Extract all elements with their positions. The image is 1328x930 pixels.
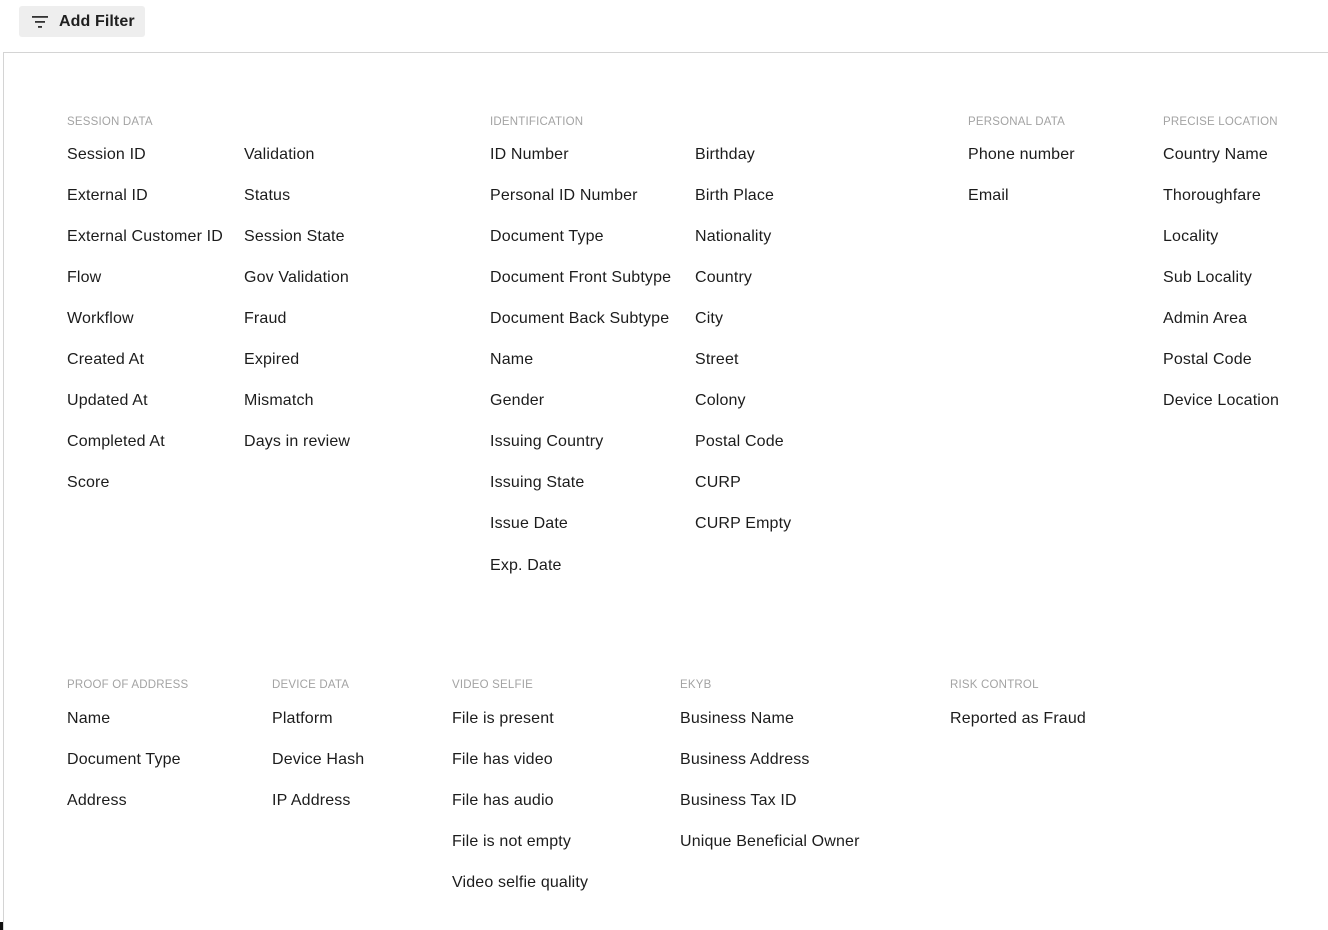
- add-filter-button[interactable]: [19, 6, 145, 37]
- filter-toolbar: [0, 0, 1328, 52]
- group-title: PERSONAL DATA: [968, 116, 1065, 128]
- filter-option[interactable]: CURP Empty: [695, 515, 792, 532]
- filter-option[interactable]: Workflow: [67, 310, 134, 327]
- filter-option[interactable]: Birth Place: [695, 187, 775, 204]
- filter-option[interactable]: Video selfie quality: [452, 874, 589, 891]
- filter-option[interactable]: Exp. Date: [490, 557, 562, 574]
- filter-lines-icon: [32, 15, 48, 29]
- group-title: EKYB: [680, 679, 712, 691]
- filter-option[interactable]: Sub Locality: [1163, 269, 1252, 286]
- filter-option[interactable]: Admin Area: [1163, 310, 1248, 327]
- group-title: VIDEO SELFIE: [452, 679, 534, 691]
- filter-option[interactable]: Created At: [67, 351, 145, 368]
- filter-option[interactable]: Business Name: [680, 710, 794, 727]
- filter-option[interactable]: Document Front Subtype: [490, 269, 672, 286]
- filter-option[interactable]: Email: [968, 187, 1009, 204]
- filter-option[interactable]: Name: [490, 351, 534, 368]
- filter-option[interactable]: Days in review: [244, 433, 351, 450]
- filter-option[interactable]: ID Number: [490, 146, 569, 163]
- filter-option[interactable]: Postal Code: [695, 433, 784, 450]
- group-title: DEVICE DATA: [272, 679, 350, 691]
- filter-option[interactable]: Gender: [490, 392, 545, 409]
- filter-option[interactable]: Name: [67, 710, 111, 727]
- filter-option[interactable]: File is present: [452, 710, 554, 727]
- filter-option[interactable]: Business Tax ID: [680, 792, 797, 809]
- filter-option[interactable]: Document Type: [67, 751, 181, 768]
- filter-option[interactable]: Document Back Subtype: [490, 310, 670, 327]
- filter-option[interactable]: Device Location: [1163, 392, 1280, 409]
- filter-option[interactable]: City: [695, 310, 724, 327]
- filter-option[interactable]: File has audio: [452, 792, 554, 809]
- group-title: SESSION DATA: [67, 116, 153, 128]
- filter-option[interactable]: Country: [695, 269, 753, 286]
- filter-option[interactable]: Nationality: [695, 228, 772, 245]
- filter-option[interactable]: Completed At: [67, 433, 165, 450]
- group-column: [67, 143, 223, 512]
- filter-option[interactable]: External Customer ID: [67, 228, 223, 245]
- filter-option[interactable]: Validation: [244, 146, 315, 163]
- filter-option[interactable]: Colony: [695, 392, 746, 409]
- filter-options-panel: [3, 52, 1328, 930]
- filter-option[interactable]: Reported as Fraud: [950, 710, 1086, 727]
- filter-option[interactable]: Country Name: [1163, 146, 1268, 163]
- filter-option[interactable]: Updated At: [67, 392, 148, 409]
- group-column: [272, 707, 364, 830]
- filter-option[interactable]: Status: [244, 187, 291, 204]
- group-column: [680, 707, 860, 871]
- group-title: PROOF OF ADDRESS: [67, 679, 189, 691]
- filter-option[interactable]: Device Hash: [272, 751, 365, 768]
- filter-option[interactable]: Session ID: [67, 146, 146, 163]
- filter-option[interactable]: Mismatch: [244, 392, 314, 409]
- filter-option[interactable]: Phone number: [968, 146, 1075, 163]
- filter-option[interactable]: Fraud: [244, 310, 287, 327]
- group-column: [968, 143, 1075, 225]
- filter-option[interactable]: Expired: [244, 351, 300, 368]
- filter-option[interactable]: Thoroughfare: [1163, 187, 1261, 204]
- filter-option[interactable]: Business Address: [680, 751, 810, 768]
- filter-option[interactable]: Platform: [272, 710, 333, 727]
- group-column: [67, 707, 181, 830]
- group-column: [490, 143, 671, 595]
- filter-option[interactable]: Session State: [244, 228, 345, 245]
- filter-option[interactable]: Issuing State: [490, 474, 585, 491]
- group-column: [695, 143, 791, 553]
- filter-option[interactable]: Locality: [1163, 228, 1219, 245]
- group-title: IDENTIFICATION: [490, 116, 584, 128]
- filter-option[interactable]: Document Type: [490, 228, 604, 245]
- group-column: [452, 707, 588, 912]
- filter-option[interactable]: Postal Code: [1163, 351, 1252, 368]
- group-title: PRECISE LOCATION: [1163, 116, 1278, 128]
- filter-option[interactable]: CURP: [695, 474, 741, 491]
- filter-option[interactable]: Birthday: [695, 146, 755, 163]
- window-edge-marker: [0, 922, 3, 930]
- filter-option[interactable]: Street: [695, 351, 739, 368]
- filter-option[interactable]: Gov Validation: [244, 269, 349, 286]
- group-column: [244, 143, 350, 471]
- filter-option[interactable]: Issuing Country: [490, 433, 604, 450]
- filter-option[interactable]: IP Address: [272, 792, 351, 809]
- filter-option[interactable]: Address: [67, 792, 127, 809]
- filter-option[interactable]: Score: [67, 474, 110, 491]
- filter-option[interactable]: Unique Beneficial Owner: [680, 833, 860, 850]
- group-column: [1163, 143, 1279, 430]
- group-title: RISK CONTROL: [950, 679, 1039, 691]
- add-filter-label: Add Filter: [59, 12, 135, 30]
- filter-option[interactable]: File has video: [452, 751, 553, 768]
- filter-option[interactable]: Issue Date: [490, 515, 568, 532]
- filter-option[interactable]: Personal ID Number: [490, 187, 638, 204]
- filter-option[interactable]: Flow: [67, 269, 102, 286]
- group-column: [950, 707, 1086, 748]
- filter-option[interactable]: File is not empty: [452, 833, 572, 850]
- filter-option[interactable]: External ID: [67, 187, 148, 204]
